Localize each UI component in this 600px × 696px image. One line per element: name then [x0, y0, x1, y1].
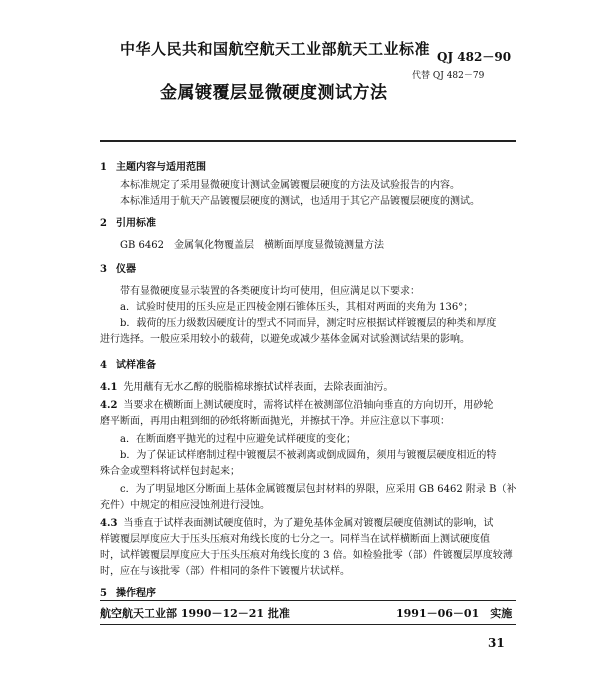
footer-bottom-rule [100, 624, 516, 625]
section-3-item-b-cont: 进行选择。一般应采用较小的载荷，以避免或减少基体金属对试验测试结果的影响。 [100, 334, 470, 345]
org-title: 中华人民共和国航空航天工业部航天工业标准 [120, 40, 431, 58]
clause-4-2-line: 磨平断面，再用由粗到细的砂纸将断面抛光，并擦拭干净。并应注意以下事项： [100, 416, 450, 427]
section-1-heading: 1 主题内容与适用范围 [100, 162, 206, 173]
clause-4-3-line-2: 时，试样镀覆层厚度应大于压头压痕对角线长度的 3 倍。如检验批零（部）件镀覆层厚度较薄 [100, 550, 513, 561]
clause-4-1: 4.1 先用蘸有无水乙醇的脱脂棉球擦拭试样表面，去除表面油污。 [100, 382, 394, 393]
section-3-item-b: b．载荷的压力级数因硬度计的型式不同而异，测定时应根据试样镀覆层的种类和厚度 [120, 318, 497, 329]
clause-4-3-line-1: 样镀覆层厚度应大于压头压痕对角线长度的七分之一。同样当在试样横断面上测试硬度值 [100, 534, 490, 545]
section-4-heading: 4 试样准备 [100, 360, 156, 371]
clause-4-3: 4.3 当垂直于试样表面测试硬度值时，为了避免基体金属对镀覆层硬度值测试的影响，试 [100, 518, 494, 529]
section-3-heading: 3 仪器 [100, 264, 136, 275]
section-5-heading: 5 操作程序 [100, 588, 156, 599]
section-3-para-1: 带有显微硬度显示装置的各类硬度计均可使用，但应满足以下要求： [120, 286, 420, 297]
section-3-item-a: a．试验时使用的压头应是正四棱金刚石锥体压头，其相对两面的夹角为 136°； [120, 302, 474, 313]
page-number: 31 [488, 636, 505, 650]
footer-divider [100, 600, 516, 601]
approval-line: 航空航天工业部 1990－12－21 批准 [100, 607, 290, 620]
clause-4-2-item-b: b．为了保证试样磨制过程中镀覆层不被剥离或倒成圆角，须用与镀覆层硬度相近的特 [120, 450, 497, 461]
document-title: 金属镀覆层显微硬度测试方法 [160, 83, 388, 103]
section-2-heading: 2 引用标准 [100, 218, 156, 229]
replaces-standard: 代替 QJ 482－79 [412, 71, 485, 81]
standard-number: QJ 482－90 [437, 50, 512, 64]
section-1-para-1: 本标准规定了采用显微硬度计测试金属镀覆层硬度的方法及试验报告的内容。 [120, 180, 460, 191]
clause-4-3-line-3: 时，应在与该批零（部）件相同的条件下镀覆片状试样。 [100, 566, 350, 577]
clause-4-2: 4.2 当要求在横断面上测试硬度时，需将试样在被测部位沿轴向垂直的方向切开，用砂轮 [100, 400, 494, 411]
clause-4-2-item-c: c．为了明显地区分断面上基体金属镀覆层包封材料的界限，应采用 GB 6462 附录 B（补 [120, 484, 517, 495]
clause-4-2-item-b-cont: 殊合金或塑料将试样包封起来； [100, 466, 240, 477]
implementation-line: 1991－06－01 实施 [396, 607, 513, 620]
clause-4-2-item-c-cont: 充件）中规定的相应浸蚀剂进行浸蚀。 [100, 500, 270, 511]
clause-4-2-item-a: a．在断面磨平抛光的过程中应避免试样硬度的变化； [120, 434, 356, 445]
section-2-para-1: GB 6462 金属氧化物覆盖层 横断面厚度显微镜测量方法 [120, 240, 384, 251]
section-1-para-2: 本标准适用于航天产品镀覆层硬度的测试，也适用于其它产品镀覆层硬度的测试。 [120, 196, 480, 207]
header-divider [100, 140, 516, 142]
